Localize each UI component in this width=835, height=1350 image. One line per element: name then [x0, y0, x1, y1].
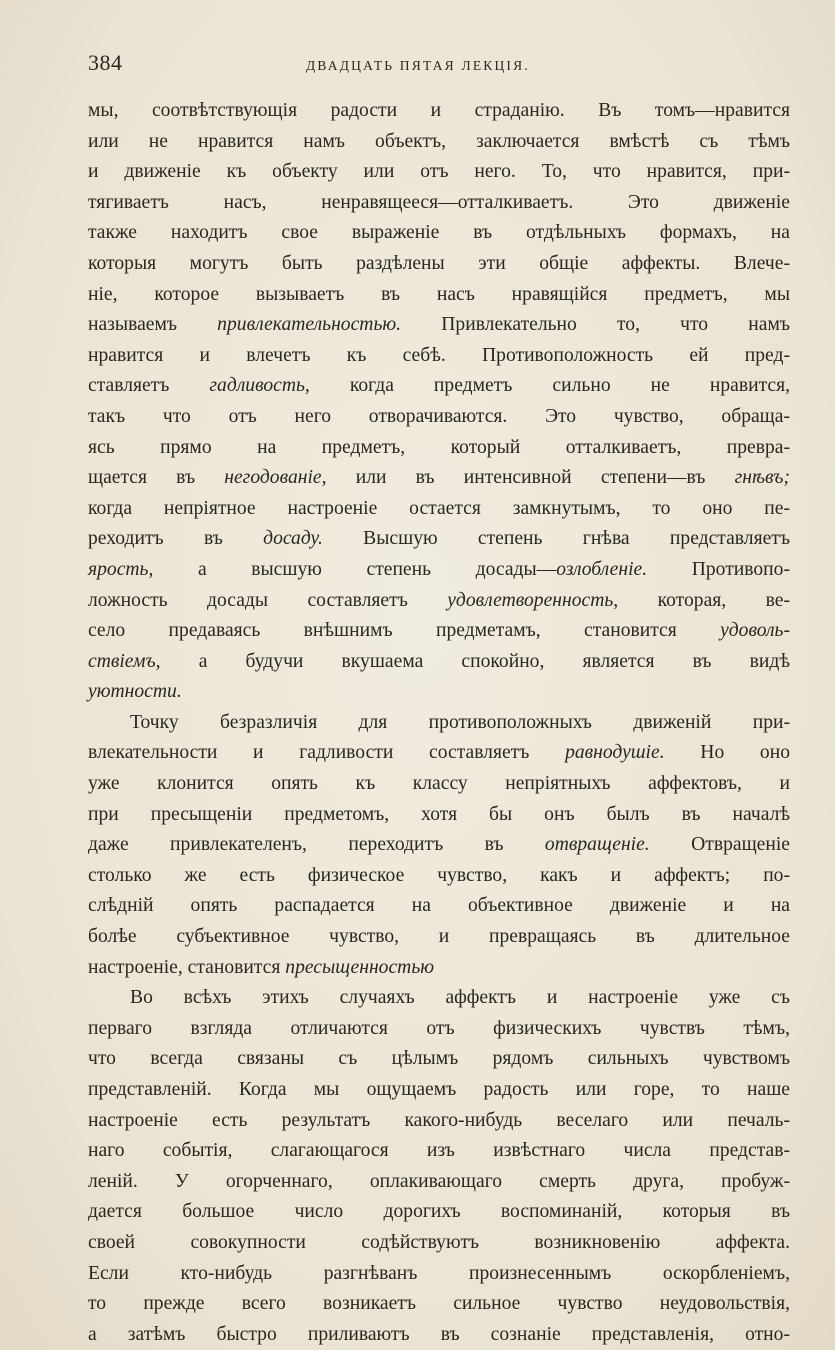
text-run: называемъ — [88, 314, 218, 336]
emphasized-term: ствіемъ, — [88, 650, 161, 672]
text-run: Высшую степень гнѣва представляетъ — [322, 528, 790, 550]
text-line — [88, 830, 790, 861]
text-line — [88, 96, 790, 127]
text-line — [88, 1320, 790, 1350]
emphasized-term: уютности. — [88, 681, 182, 703]
text-line — [88, 647, 790, 678]
text-line — [88, 1014, 790, 1045]
text-line — [88, 310, 790, 341]
body-text — [88, 96, 790, 1350]
text-line — [88, 188, 790, 219]
page-number: 384 — [88, 50, 123, 75]
text-run: а будучи вкушаема спокойно, является въ видѣ — [160, 650, 790, 672]
text-run: Привлекательно то, что намъ — [401, 314, 790, 336]
text-run: когда непріятное настроеніе остается замкнутымъ, то оно пе- — [88, 497, 790, 519]
text-line — [88, 861, 790, 892]
text-line — [88, 769, 790, 800]
text-run: ясь прямо на предметъ, который отталкиваетъ, превра- — [88, 436, 790, 458]
text-run: перваго взгляда отличаются отъ физическихъ чувствъ тѣмъ, — [88, 1017, 790, 1039]
text-run: дается большое число дорогихъ воспоминаній, которыя въ — [88, 1201, 790, 1223]
running-head: ДВАДЦАТЬ ПЯТАЯ ЛЕКЦІЯ. — [306, 58, 530, 73]
text-line — [88, 1106, 790, 1137]
text-line — [88, 953, 790, 984]
text-line — [88, 1289, 790, 1320]
text-line — [88, 922, 790, 953]
text-line — [88, 280, 790, 311]
text-run: что всегда связаны съ цѣлымъ рядомъ сильныхъ чувствомъ — [88, 1048, 790, 1070]
text-run: настроеніе, становится — [88, 956, 286, 978]
text-run: которая, ве- — [618, 589, 790, 611]
text-run: мы, соотвѣтствующія радости и страданію. Въ томъ—нравится — [88, 100, 790, 121]
text-line — [88, 1044, 790, 1075]
text-line — [88, 1228, 790, 1259]
emphasized-term: гадливость, — [209, 375, 310, 397]
text-run: Отвращеніе — [649, 834, 790, 856]
text-run: при пресыщеніи предметомъ, хотя бы онъ былъ въ началѣ — [88, 803, 790, 825]
text-run: а высшую степень досады— — [153, 558, 557, 580]
text-run: своей совокупности содѣйствуютъ возникновенію аффекта. — [88, 1231, 790, 1253]
text-run: а затѣмъ быстро приливаютъ въ сознаніе представленія, отно- — [88, 1323, 790, 1345]
text-run: влекательности и гадливости составляетъ — [88, 742, 566, 764]
text-line — [88, 157, 790, 188]
text-run: ложность досады составляетъ — [88, 589, 448, 611]
text-line — [88, 983, 790, 1014]
text-run: такъ что отъ него отворачиваются. Это чувство, обраща- — [88, 405, 790, 427]
text-line — [88, 463, 790, 494]
text-run: леній. У огорченнаго, оплакивающаго смерть друга, пробуж- — [88, 1170, 790, 1192]
emphasized-term: озлобленіе. — [556, 558, 648, 580]
text-run: тягиваетъ насъ, ненравящееся—отталкиваетъ. Это движеніе — [88, 191, 790, 213]
emphasized-term: отвращеніе. — [544, 834, 650, 856]
text-line — [88, 402, 790, 433]
text-run: наго событія, слагающагося изъ извѣстнаго числа представ- — [88, 1140, 790, 1162]
text-line — [88, 586, 790, 617]
text-line — [88, 1167, 790, 1198]
text-line — [88, 371, 790, 402]
text-line — [88, 1075, 790, 1106]
text-line — [88, 524, 790, 555]
text-run: и движеніе къ объекту или отъ него. То, что нравится, при- — [88, 161, 790, 183]
text-line — [88, 127, 790, 158]
text-run: столько же есть физическое чувство, какъ и аффектъ; по- — [88, 864, 790, 886]
text-line — [88, 341, 790, 372]
text-line — [88, 1136, 790, 1167]
text-run: Противопо- — [647, 558, 790, 580]
text-run: представленій. Когда мы ощущаемъ радость или горе, то наше — [88, 1079, 790, 1100]
text-run: то прежде всего возникаетъ сильное чувство неудовольствія, — [88, 1293, 790, 1315]
text-run: болѣе субъективное чувство, и превращаясь въ длительное — [88, 926, 790, 948]
text-run: ставляетъ — [88, 375, 210, 397]
text-line — [88, 616, 790, 647]
text-run: даже привлекателенъ, переходитъ въ — [88, 834, 545, 856]
text-run: Точку безразличія для противоположныхъ движеній при- — [130, 711, 790, 733]
emphasized-term: гнѣвъ; — [734, 467, 790, 489]
text-run: или не нравится намъ объектъ, заключается вмѣстѣ съ тѣмъ — [88, 130, 790, 152]
text-run: Но оно — [664, 742, 791, 764]
emphasized-term: удовлетворенность, — [447, 589, 619, 611]
text-run: село предаваясь внѣшнимъ предметамъ, становится — [88, 620, 721, 642]
text-line — [88, 555, 790, 586]
emphasized-term: удоволь- — [720, 620, 790, 642]
text-line — [88, 677, 790, 708]
emphasized-term: пресыщенностью — [285, 956, 435, 978]
text-line — [88, 249, 790, 280]
emphasized-term: досаду. — [263, 528, 323, 550]
text-line — [88, 494, 790, 525]
text-line — [88, 738, 790, 769]
text-run: или въ интенсивной степени—въ — [326, 467, 735, 489]
text-run: Если кто-нибудь разгнѣванъ произнесеннымъ оскорбленіемъ, — [88, 1262, 790, 1284]
emphasized-term: равнодушіе. — [565, 742, 665, 764]
text-line — [88, 1197, 790, 1228]
page-header — [88, 50, 788, 80]
emphasized-term: ярость, — [88, 558, 154, 580]
text-run: которыя могутъ быть раздѣлены эти общіе аффекты. Влече- — [88, 252, 790, 274]
text-run: слѣдній опять распадается на объективное движеніе и на — [88, 895, 790, 917]
text-run: настроеніе есть результатъ какого-нибудь веселаго или печаль- — [88, 1109, 790, 1131]
text-line — [88, 433, 790, 464]
text-line — [88, 891, 790, 922]
text-run: реходитъ въ — [88, 528, 264, 550]
text-run: нравится и влечетъ къ себѣ. Противоположность ей пред- — [88, 344, 790, 366]
text-run: уже клонится опять къ классу непріятныхъ аффектовъ, и — [88, 773, 790, 795]
text-line — [88, 1259, 790, 1290]
text-line — [88, 708, 790, 739]
text-run: также находитъ свое выраженіе въ отдѣльныхъ формахъ, на — [88, 222, 790, 244]
emphasized-term: негодованіе, — [224, 467, 327, 489]
emphasized-term: привлекательностью. — [217, 314, 402, 336]
text-run: ніе, которое вызываетъ въ насъ нравящійся предметъ, мы — [88, 283, 790, 305]
text-run: Во всѣхъ этихъ случаяхъ аффектъ и настроеніе уже съ — [130, 987, 790, 1009]
text-run: когда предметъ сильно не нравится, — [309, 375, 790, 397]
text-line — [88, 218, 790, 249]
text-run: щается въ — [88, 467, 225, 489]
text-line — [88, 800, 790, 831]
